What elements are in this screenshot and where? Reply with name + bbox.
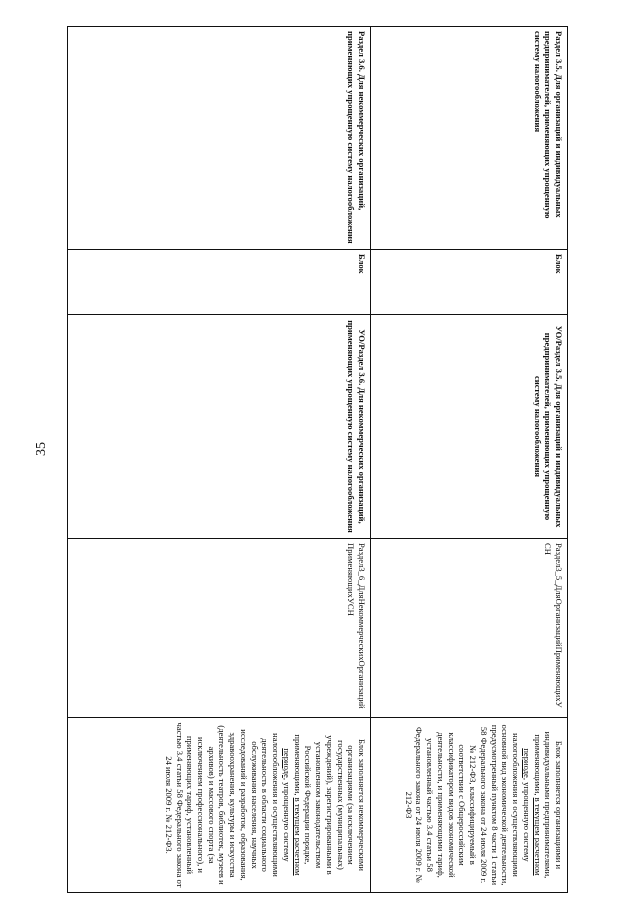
description-text: Блок заполняется организациями и индивидуальными предпринимателями, применяющими, — [532, 731, 564, 879]
section-name-cell: Раздел 3.5. Для организаций и индивидуальных предпринимателей, применяющих упрощенную систему налогообложения — [371, 27, 568, 250]
section-name-cell: Раздел 3.6. Для некоммерческих организаций, применяющих упрощенную систему налогообложения — [68, 27, 371, 250]
page-number: 35 — [34, 442, 49, 456]
section-table — [67, 26, 568, 893]
element-type-cell: Блок — [371, 250, 568, 315]
table-row — [68, 27, 371, 893]
description-underlined-text: в текущем расчетном периоде — [281, 748, 303, 876]
description-cell — [371, 718, 568, 893]
element-path-cell: УО/Раздел 3.5. Для организаций и индивидуальных предпринимателей, применяющих упрощенную систему налогообложения — [371, 315, 568, 539]
element-code-cell: Раздел3_6_ДляНекоммерческихОрганизацийПрименяющихУСН — [68, 539, 371, 718]
element-path-cell: УО/Раздел 3.6. Для некоммерческих организаций, применяющих упрощенную систему налогообложения — [68, 315, 371, 539]
element-type-cell: Блок — [68, 250, 371, 315]
description-underlined-text: в текущем расчетном периоде — [521, 748, 543, 876]
description-cell — [68, 718, 371, 893]
description-text: , упрощенную систему налогообложения и осуществляющими деятельность в области социального обслуживания населения, научных исследований и разработок, образования, здравоохранения, культуры и искусства (деятельность театров, библиотек, музеев и архивов) и массового спорта (за исключением профессионального), и применяющих тариф, установленный частью 3.4 статьи 58 Федерального закона от 24 июля 2009 г. № 212-ФЗ. — [163, 722, 292, 888]
table-row — [371, 27, 568, 893]
description-text: Блок заполняется некоммерческими организациями (за исключением государственных (муниципальных) учреждений), зарегистрированными в установленном законодательством Российской Федерации порядке, применяющими, — [292, 734, 367, 875]
element-code-cell: Раздел3_5_ДляОрганизацийПрименяющихУСН — [371, 539, 568, 718]
description-text: , упрощенную систему налогообложения и осуществляющими основной вид экономической деятельности, предусмотренный пунктом 8 части 1 статьи 58 Федерального закона от 24 июля 2009 г. № 212-ФЗ, классифицируемый в соответствии с Общероссийским классификатором видов экономической деятельности, и применяющими тариф, установленный частью 3.4 статьи 58 Федерального закона от 24 июля 2009 г. № 212-ФЗ — [403, 724, 532, 886]
section-table-wrapper — [68, 26, 568, 893]
